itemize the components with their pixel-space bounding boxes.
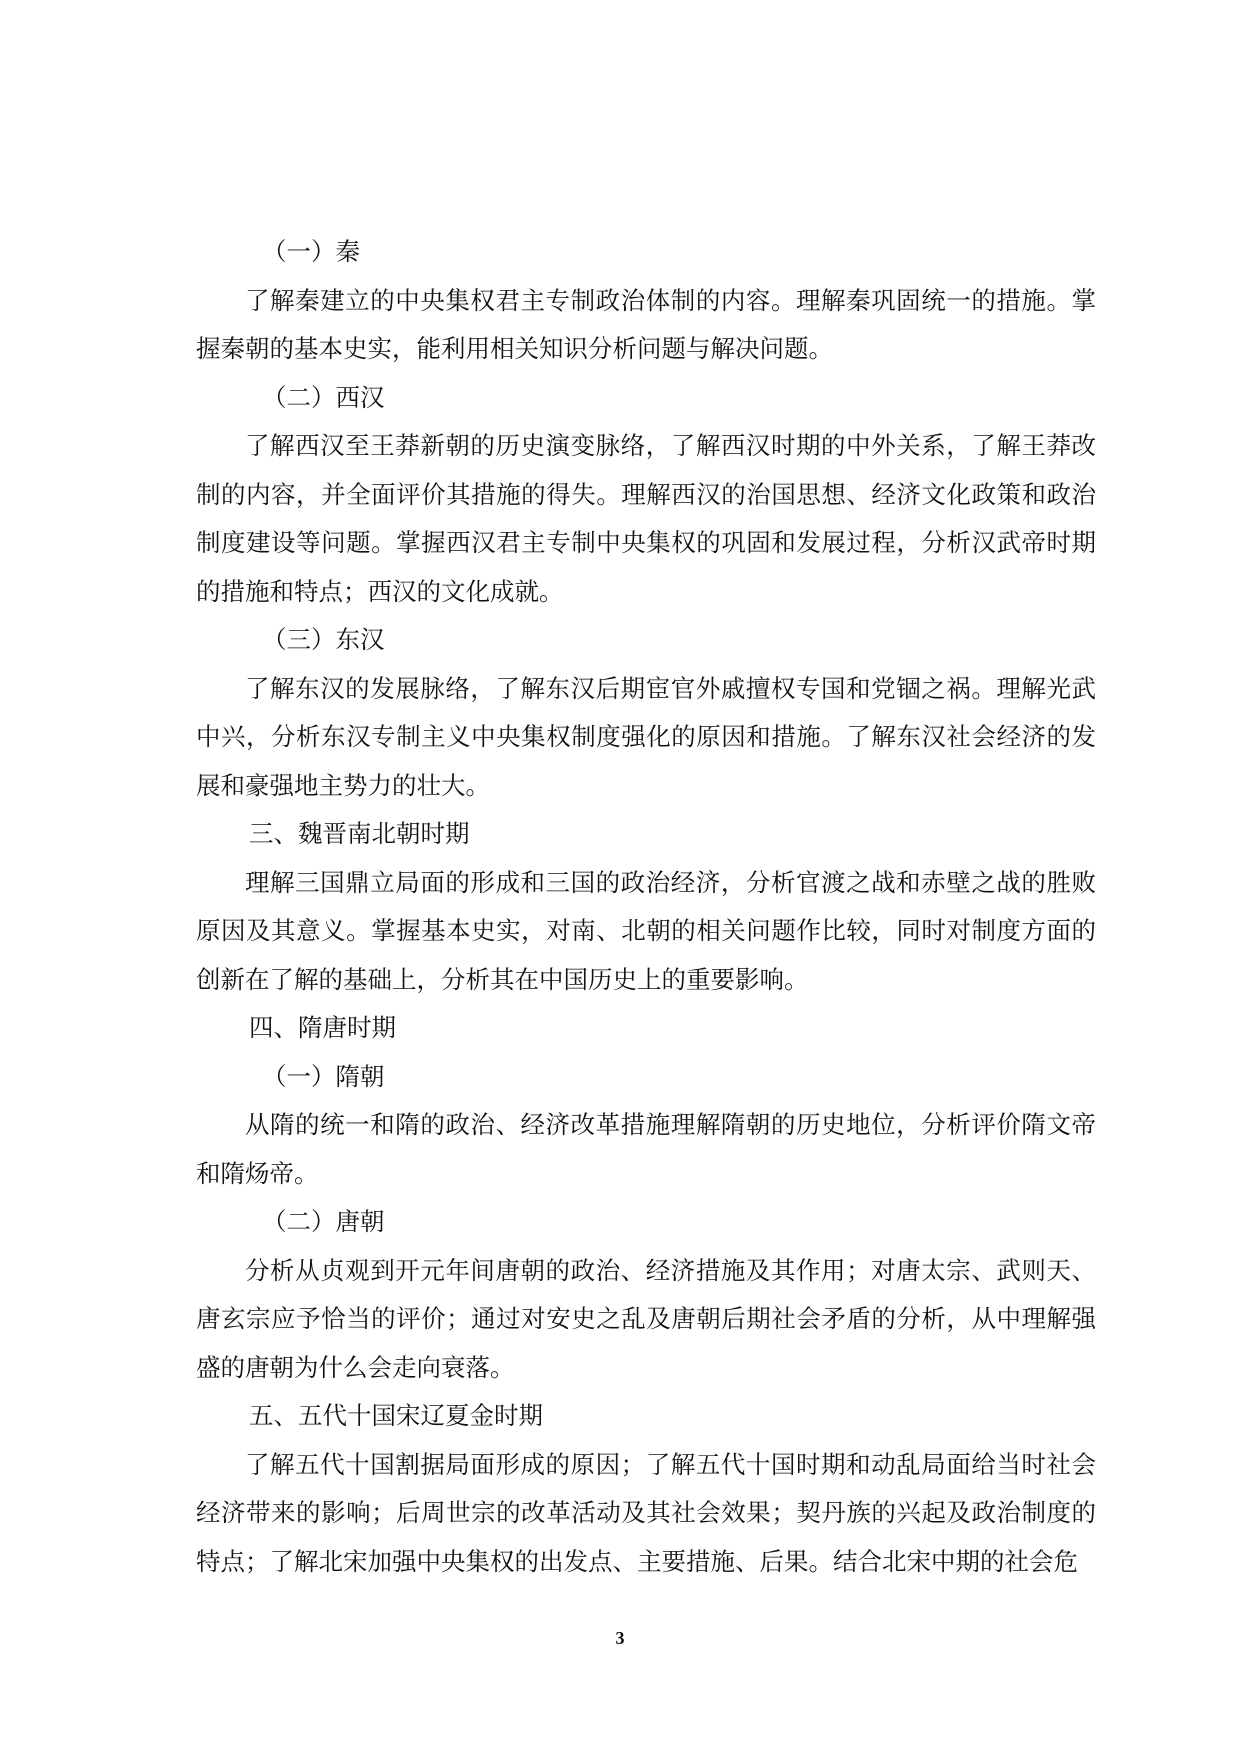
paragraph-wei-jin-period: 理解三国鼎立局面的形成和三国的政治经济，分析官渡之战和赤壁之战的胜败原因及其意义。掌握基本史实，对南、北朝的相关问题作比较，同时对制度方面的创新在了解的基础上，分析其在中国历史上的重要影响。 bbox=[196, 867, 1096, 994]
page-number: 3 bbox=[615, 1628, 625, 1648]
paragraph-qin: 了解秦建立的中央集权君主专制政治体制的内容。理解秦巩固统一的措施。掌握秦朝的基本史实，能利用相关知识分析问题与解决问题。 bbox=[196, 285, 1096, 363]
paragraph-western-han: 了解西汉至王莽新朝的历史演变脉络，了解西汉时期的中外关系，了解王莽改制的内容，并全面评价其措施的得失。理解西汉的治国思想、经济文化政策和政治制度建设等问题。掌握西汉君主专制中央集权的巩固和发展过程，分析汉武帝时期的措施和特点；西汉的文化成就。 bbox=[196, 431, 1096, 606]
page-body bbox=[196, 228, 1096, 1586]
paragraph-sui-dynasty: 从隋的统一和隋的政治、经济改革措施理解隋朝的历史地位，分析评价隋文帝和隋炀帝。 bbox=[196, 1110, 1096, 1188]
heading-eastern-han: （三）东汉 bbox=[262, 625, 385, 654]
heading-sui-dynasty: （一）隋朝 bbox=[262, 1061, 385, 1091]
heading-five-dynasties-period: 五、五代十国宋辽夏金时期 bbox=[249, 1401, 543, 1430]
heading-sui-tang-period: 四、隋唐时期 bbox=[249, 1013, 396, 1042]
paragraph-tang-dynasty: 分析从贞观到开元年间唐朝的政治、经济措施及其作用；对唐太宗、武则天、唐玄宗应予恰当的评价；通过对安史之乱及唐朝后期社会矛盾的分析，从中理解强盛的唐朝为什么会走向衰落。 bbox=[196, 1255, 1096, 1382]
heading-wei-jin-period: 三、魏晋南北朝时期 bbox=[249, 819, 470, 848]
paragraph-eastern-han: 了解东汉的发展脉络，了解东汉后期宦官外戚擅权专国和党锢之祸。理解光武中兴，分析东汉专制主义中央集权制度强化的原因和措施。了解东汉社会经济的发展和豪强地主势力的壮大。 bbox=[196, 673, 1096, 800]
heading-western-han: （二）西汉 bbox=[262, 382, 385, 412]
heading-tang-dynasty: （二）唐朝 bbox=[262, 1207, 385, 1236]
heading-qin: （一）秦 bbox=[262, 237, 360, 266]
paragraph-five-dynasties-period: 了解五代十国割据局面形成的原因；了解五代十国时期和动乱局面给当时社会经济带来的影响；后周世宗的改革活动及其社会效果；契丹族的兴起及政治制度的特点；了解北宋加强中央集权的出发点、主要措施、后果。结合北宋中期的社会危 bbox=[196, 1449, 1096, 1576]
